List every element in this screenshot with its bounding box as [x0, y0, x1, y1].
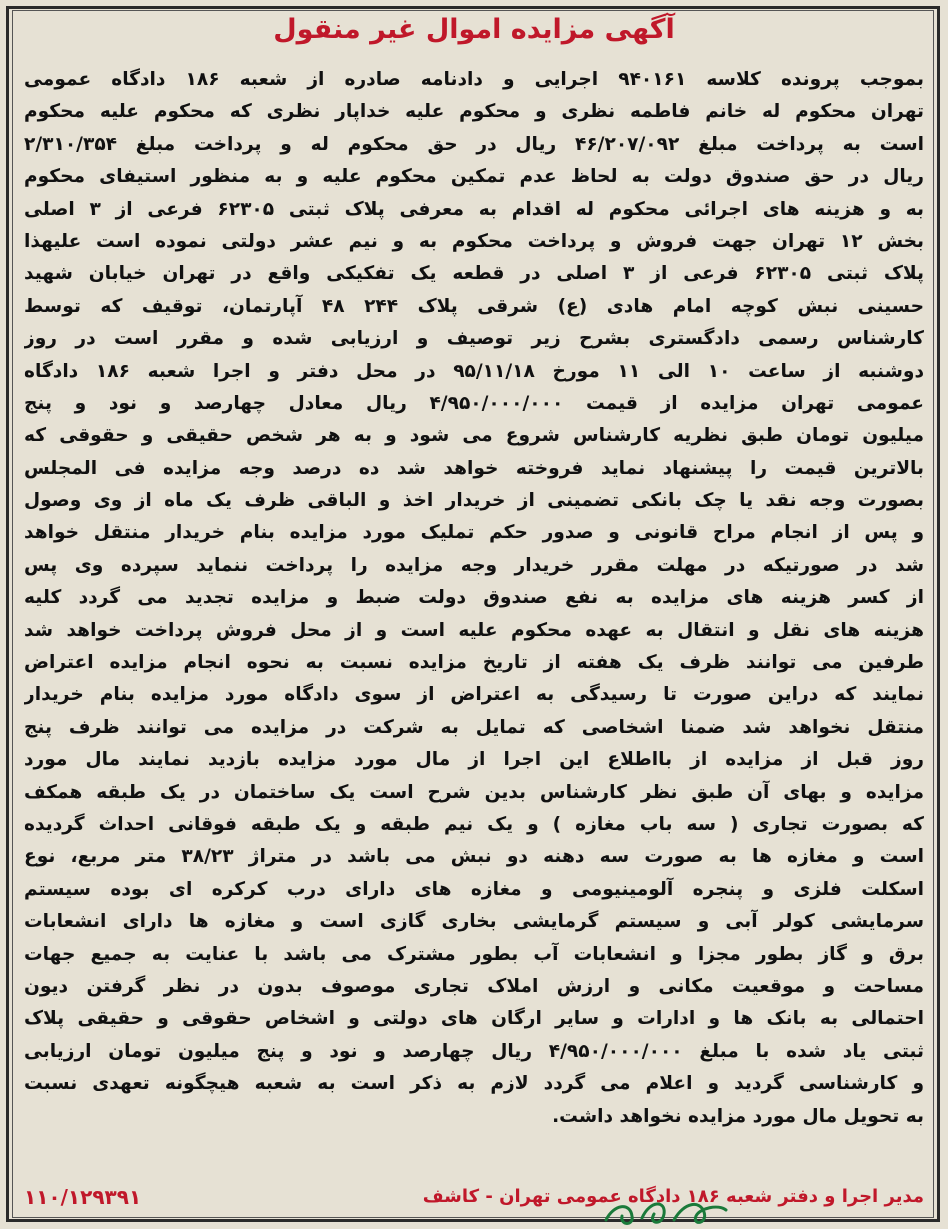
- notice-line: منتقل نخواهد شد ضمنا اشخاصی که تمایل به شرکت در مزایده می توانند ظرف پنج: [24, 716, 924, 738]
- notice-body: [24, 64, 924, 1133]
- notice-line: مساحت و موقعیت مکانی و ارزش املاک تجاری موصوف بدون در نظر گرفتن دیون: [24, 975, 924, 997]
- notice-footer: [24, 1180, 924, 1214]
- notice-line: است به پرداخت مبلغ ۴۶/۲۰۷/۰۹۲ ریال در حق محکوم له و پرداخت مبلغ ۲/۳۱۰/۳۵۴: [24, 133, 924, 155]
- notice-line: سرمایشی کولر آبی و سیستم گرمایشی بخاری گازی است و مغازه ها دارای انشعابات: [24, 911, 924, 933]
- signer-line: مدیر اجرا و دفتر شعبه ۱۸۶ دادگاه عمومی تهران - کاشف: [422, 1186, 924, 1207]
- notice-line: بخش ۱۲ تهران جهت فروش و پرداخت محکوم به و نیم عشر دولتی نموده است علیهذا: [24, 230, 924, 252]
- notice-line: دوشنبه از ساعت ۱۰ الی ۱۱ مورخ ۹۵/۱۱/۱۸ در محل دفتر و اجرا شعبه ۱۸۶ دادگاه: [24, 360, 924, 382]
- notice-line: برق و گاز بطور مجزا و انشعابات آب بطور مشترک می باشد با عنایت به جمیع جهات: [24, 943, 924, 965]
- notice-line: کارشناس رسمی دادگستری بشرح زیر توصیف و ارزیابی شده و مقرر است در روز: [24, 328, 924, 350]
- notice-line: عمومی تهران مزایده از قیمت ۴/۹۵۰/۰۰۰/۰۰۰ ریال معادل چهارصد و نود و پنج: [24, 392, 924, 414]
- notice-line: پلاک ثبتی ۶۲۳۰۵ فرعی از ۳ اصلی در قطعه یک تفکیکی واقع در تهران خیابان شهید: [24, 263, 924, 285]
- notice-line: روز قبل از مزایده از بااطلاع این اجرا از مال مورد مزایده بازدید نمایند مال مورد: [24, 749, 924, 771]
- reference-number: ۱۱۰/۱۲۹۳۹۱: [24, 1185, 142, 1209]
- notice-line: ریال در حق صندوق دولت به لحاظ عدم تمکین محکوم علیه و به منظور استیفای محکوم: [24, 166, 924, 188]
- notice-line: نمایند که دراین صورت تا رسیدگی به اعتراض از سوی دادگاه مورد مزایده بنام خریدار: [24, 684, 924, 706]
- notice-line: ثبتی یاد شده با مبلغ ۴/۹۵۰/۰۰۰/۰۰۰ ریال چهارصد و نود و پنج میلیون تومان ارزیابی: [24, 1040, 924, 1062]
- notice-line: حسینی نبش کوچه امام هادی (ع) شرقی پلاک ۲۴۴ ۴۸ آپارتمان، توقیف که توسط: [24, 295, 924, 317]
- notice-line: بموجب پرونده کلاسه ۹۴۰۱۶۱ اجرایی و دادنامه صادره از شعبه ۱۸۶ دادگاه عمومی: [24, 69, 924, 90]
- notice-line: به و هزینه های اجرائی محکوم له اقدام به معرفی پلاک ثبتی ۶۲۳۰۵ فرعی از ۳ اصلی: [24, 198, 924, 220]
- notice-line: است و مغازه ها به صورت سه دهنه دو نبش می باشد در متراژ ۳۸/۲۳ متر مربع، نوع: [24, 846, 924, 868]
- notice-line: به تحویل مال مورد مزایده نخواهد داشت.: [552, 1105, 924, 1127]
- notice-line: بالاترین قیمت را پیشنهاد نماید فروخته خواهد شد ده درصد وجه مزایده فی المجلس: [24, 457, 924, 479]
- notice-line: مزایده و بهای آن طبق نظر کارشناس بدین شرح است یک ساختمان در یک طبقه همکف: [24, 781, 924, 803]
- notice-line: طرفین می توانند ظرف یک هفته از تاریخ مزایده نسبت به نحوه انجام مزایده اعتراض: [24, 652, 924, 674]
- notice-line: احتمالی به بانک ها و ادارات و سایر ارگان های دولتی و اشخاص حقوقی و حقیقی پلاک: [24, 1008, 924, 1030]
- notice-line: که بصورت تجاری ( سه باب مغازه ) و یک نیم طبقه و یک طبقه فوقانی احداث گردیده: [24, 813, 924, 835]
- notice-line: و کارشناسی گردید و اعلام می گردد لازم به ذکر است به شعبه هیچگونه تعهدی نسبت: [24, 1073, 924, 1095]
- notice-line: هزینه های نقل و انتقال به عهده محکوم علیه است و از محل فروش پرداخت خواهد شد: [24, 619, 924, 641]
- notice-line: بصورت وجه نقد یا چک بانکی تضمینی از خریدار اخذ و الباقی ظرف یک ماه از وی وصول: [24, 490, 924, 512]
- notice-line: شد در صورتیکه در مهلت مقرر خریدار وجه مزایده را پرداخت ننماید سپرده وی پس: [24, 554, 924, 576]
- notice-title: آگهی مزایده اموال غیر منقول: [273, 14, 675, 45]
- notice-line: از کسر هزینه های مزایده به نفع صندوق دولت ضبط و مزایده تجدید می گردد کلیه: [24, 587, 924, 609]
- notice-line: تهران محکوم له خانم فاطمه نظری و محکوم علیه خداپار نظری که محکوم علیه محکوم: [24, 101, 924, 123]
- notice-line: میلیون تومان طبق نظریه کارشناس شروع می شود و به هر شخص حقیقی و حقوقی که: [24, 425, 924, 447]
- notice-line: اسکلت فلزی و پنجره آلومینیومی و مغازه های دارای درب کرکره ای بوده سیستم: [24, 878, 924, 900]
- notice-line: و پس از انجام مراح قانونی و صدور حکم تملیک مورد مزایده بنام خریدار منتقل خواهد: [24, 522, 924, 544]
